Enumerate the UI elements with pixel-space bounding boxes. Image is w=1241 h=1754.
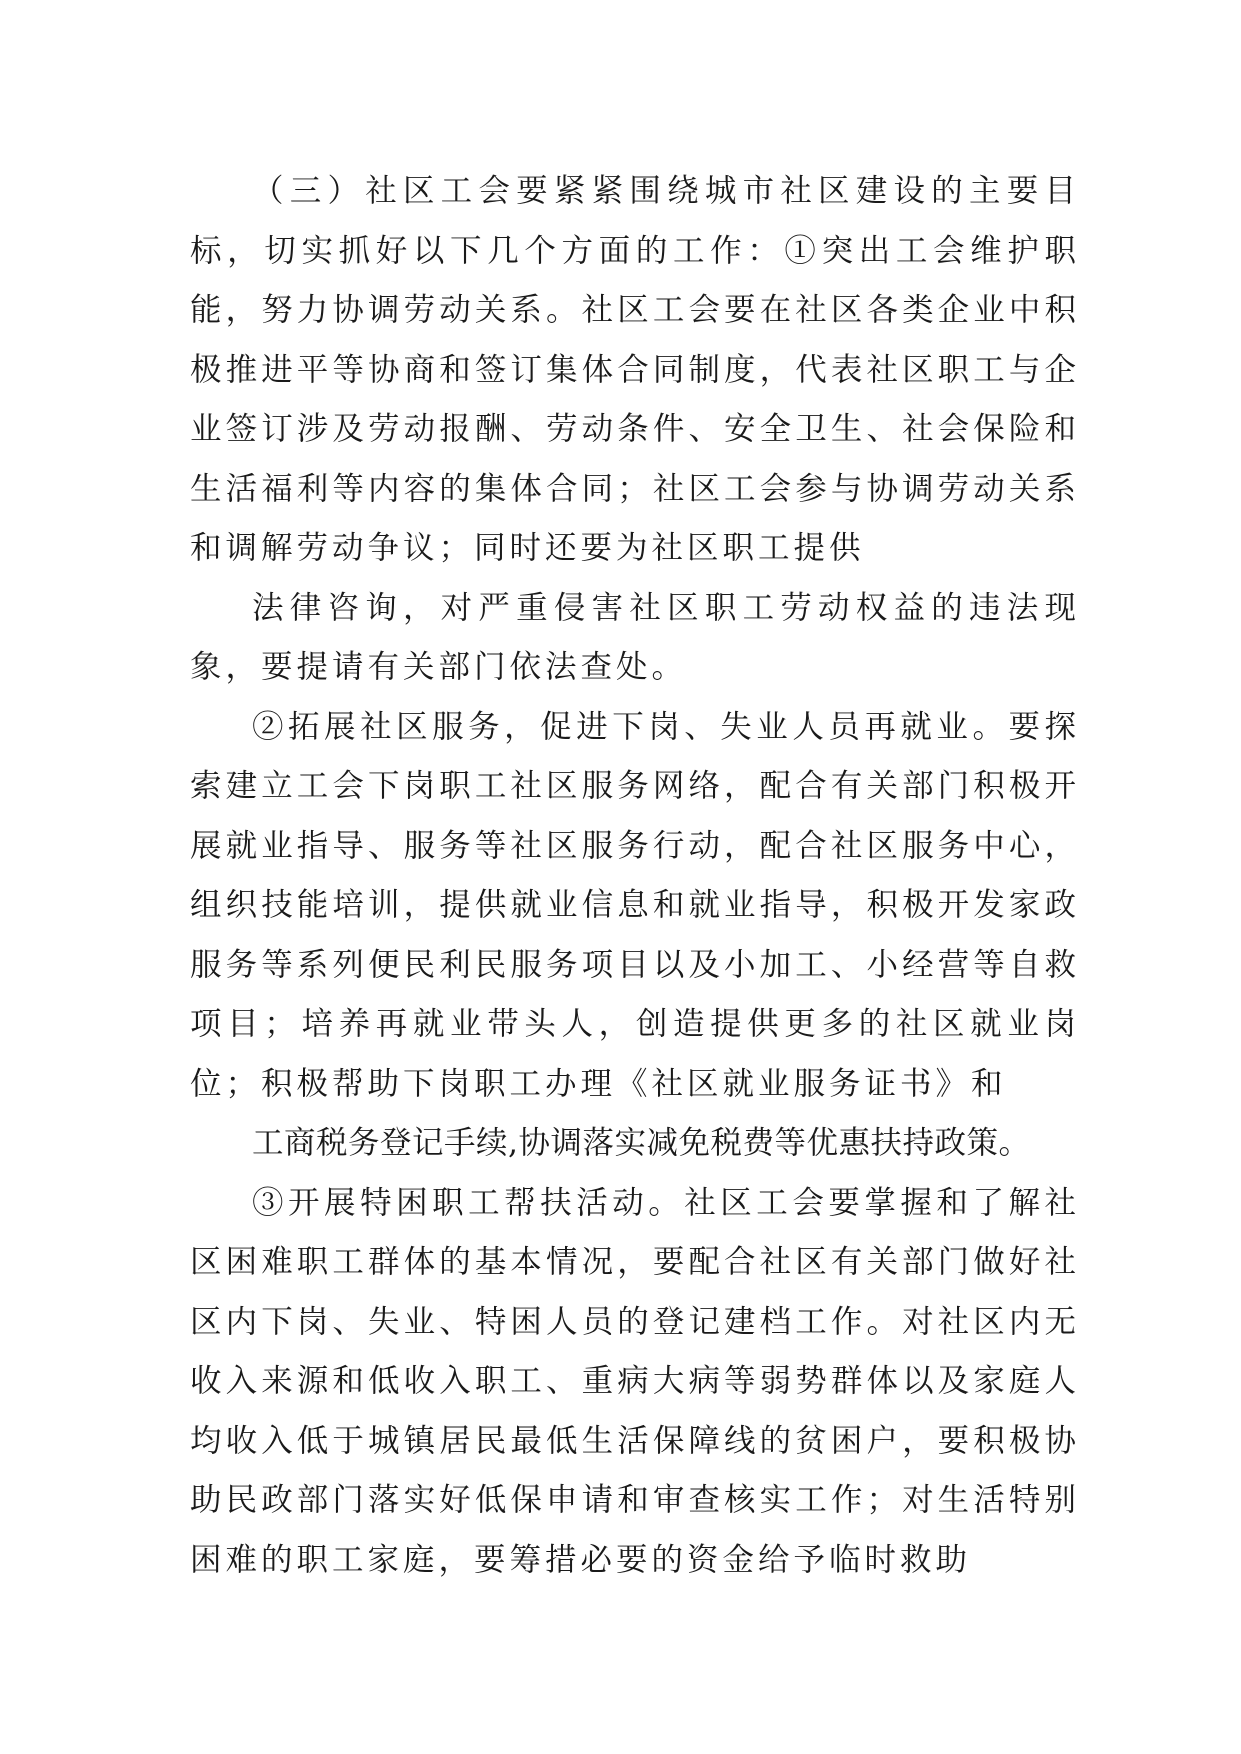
document-body — [190, 162, 1080, 1590]
paragraph-1: （三）社区工会要紧紧围绕城市社区建设的主要目标，切实抓好以下几个方面的工作：①突出工会维护职能，努力协调劳动关系。社区工会要在社区各类企业中积极推进平等协商和签订集体合同制度，代表社区职工与企业签订涉及劳动报酬、劳动条件、安全卫生、社会保险和生活福利等内容的集体合同；社区工会参与协调劳动关系和调解劳动争议；同时还要为社区职工提供 — [190, 173, 1080, 566]
paragraph-4: 工商税务登记手续,协调落实减免税费等优惠扶持政策。 — [252, 1125, 1031, 1161]
paragraph-3: ②拓展社区服务，促进下岗、失业人员再就业。要探索建立工会下岗职工社区服务网络，配合有关部门积极开展就业指导、服务等社区服务行动，配合社区服务中心，组织技能培训，提供就业信息和就业指导，积极开发家政服务等系列便民利民服务项目以及小加工、小经营等自救项目；培养再就业带头人，创造提供更多的社区就业岗位；积极帮助下岗职工办理《社区就业服务证书》和 — [190, 708, 1080, 1102]
paragraph-2: 法律咨询，对严重侵害社区职工劳动权益的违法现象，要提请有关部门依法查处。 — [190, 589, 1080, 685]
paragraph-5: ③开展特困职工帮扶活动。社区工会要掌握和了解社区困难职工群体的基本情况，要配合社区有关部门做好社区内下岗、失业、特困人员的登记建档工作。对社区内无收入来源和低收入职工、重病大病等弱势群体以及家庭人均收入低于城镇居民最低生活保障线的贫困户，要积极协助民政部门落实好低保申请和审查核实工作；对生活特别困难的职工家庭，要筹措必要的资金给予临时救助 — [190, 1184, 1080, 1578]
